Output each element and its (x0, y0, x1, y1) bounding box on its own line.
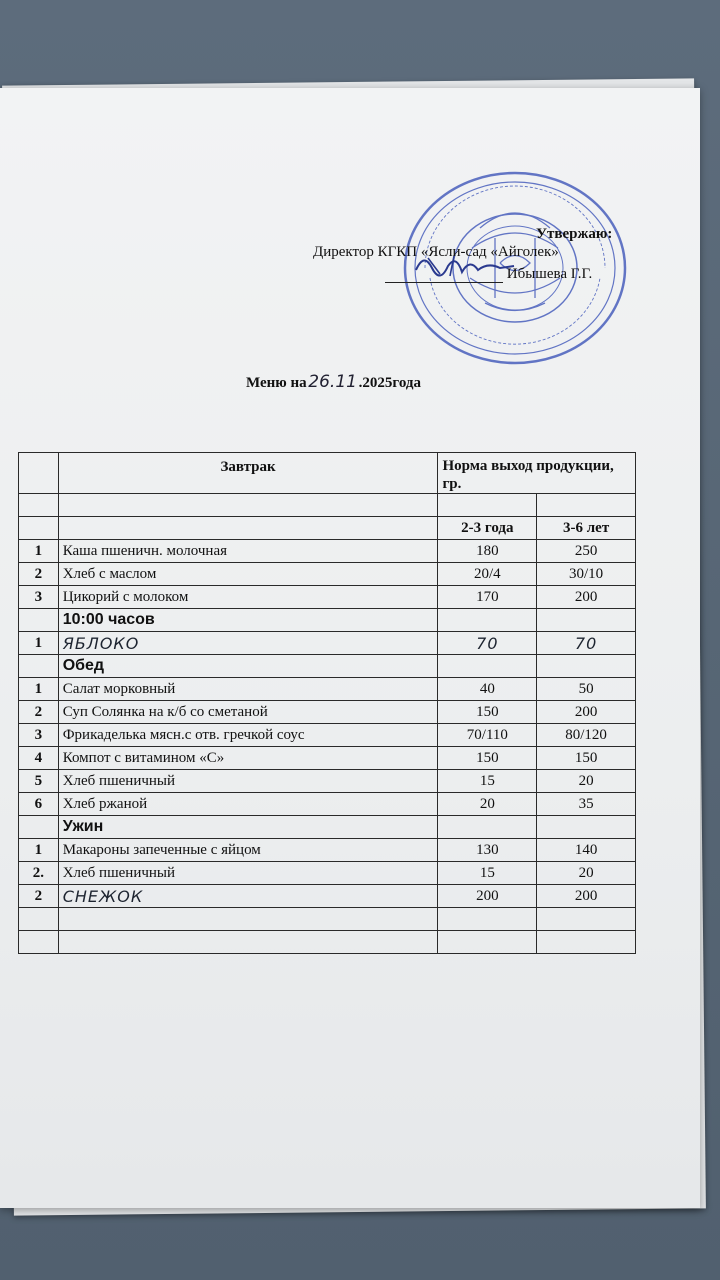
empty-cell (19, 908, 59, 931)
qty-2-3: 70/110 (438, 724, 537, 747)
table-row (19, 793, 636, 816)
section-empty-cell (537, 609, 636, 632)
table-row (19, 586, 636, 609)
age-2-3: 2-3 года (438, 517, 537, 540)
qty-2-3: 200 (438, 885, 537, 908)
dish-name-handwritten: ЯБЛОКО (58, 632, 438, 655)
row-num: 4 (19, 747, 59, 770)
qty-3-6: 20 (537, 770, 636, 793)
qty-2-3: 20 (438, 793, 537, 816)
section-empty-cell (537, 655, 636, 678)
qty-3-6: 150 (537, 747, 636, 770)
qty-3-6: 200 (537, 586, 636, 609)
qty-3-6: 80/120 (537, 724, 636, 747)
row-num: 1 (19, 839, 59, 862)
section-num-cell (19, 655, 59, 678)
dish-name: Фрикаделька мясн.с отв. гречкой соус (58, 724, 438, 747)
qty-3-6: 200 (537, 885, 636, 908)
section-title-lunch: Обед (58, 655, 438, 678)
table-header-row (19, 453, 636, 494)
qty-2-3: 150 (438, 701, 537, 724)
qty-2-3: 130 (438, 839, 537, 862)
menu-title-suffix: .2025года (358, 375, 421, 391)
table-row (19, 563, 636, 586)
handwritten-signature (410, 248, 520, 282)
table-row (19, 862, 636, 885)
qty-3-6: 50 (537, 678, 636, 701)
spacer-cell (537, 494, 636, 517)
dish-name-handwritten: СНЕЖОК (58, 885, 438, 908)
dish-name: Хлеб пшеничный (58, 770, 438, 793)
qty-3-6: 250 (537, 540, 636, 563)
approval-title: Утвержаю: (536, 226, 613, 242)
qty-3-6: 200 (537, 701, 636, 724)
qty-2-3: 15 (438, 862, 537, 885)
age-header-row (19, 517, 636, 540)
table-row (19, 724, 636, 747)
section-num-cell (19, 609, 59, 632)
table-row (19, 770, 636, 793)
row-num: 6 (19, 793, 59, 816)
qty-2-3: 20/4 (438, 563, 537, 586)
empty-cell (19, 931, 59, 954)
section-title-snack: 10:00 часов (58, 609, 438, 632)
empty-cell (58, 908, 438, 931)
dish-name: Компот с витамином «С» (58, 747, 438, 770)
row-num: 2 (19, 885, 59, 908)
director-line: Директор КГКП «Ясли-сад «Айголек» (313, 244, 559, 260)
empty-cell (537, 931, 636, 954)
dish-name: Хлеб с маслом (58, 563, 438, 586)
row-num: 2 (19, 701, 59, 724)
qty-3-6: 70 (537, 632, 636, 655)
row-num: 5 (19, 770, 59, 793)
qty-2-3: 15 (438, 770, 537, 793)
dish-name: Хлеб ржаной (58, 793, 438, 816)
section-empty-cell (438, 816, 537, 839)
dish-name: Салат морковный (58, 678, 438, 701)
signer-name: Ибышева Г.Г. (506, 266, 593, 282)
row-num: 1 (19, 540, 59, 563)
spacer-cell (19, 494, 59, 517)
menu-table (18, 452, 636, 954)
section-row-dinner (19, 816, 636, 839)
table-row (19, 678, 636, 701)
dish-name: Суп Солянка на к/б со сметаной (58, 701, 438, 724)
table-row (19, 885, 636, 908)
section-row-lunch (19, 655, 636, 678)
row-num: 1 (19, 632, 59, 655)
empty-row (19, 931, 636, 954)
empty-row (19, 908, 636, 931)
section-title-dinner: Ужин (58, 816, 438, 839)
row-num: 2. (19, 862, 59, 885)
section-row-snack (19, 609, 636, 632)
row-num: 3 (19, 586, 59, 609)
empty-cell (537, 908, 636, 931)
table-row (19, 747, 636, 770)
qty-2-3: 170 (438, 586, 537, 609)
qty-2-3: 40 (438, 678, 537, 701)
qty-2-3: 180 (438, 540, 537, 563)
table-row (19, 701, 636, 724)
qty-2-3: 150 (438, 747, 537, 770)
menu-date-handwritten: 26.11 (308, 372, 357, 392)
header-spacer-row (19, 494, 636, 517)
section-num-cell (19, 816, 59, 839)
section-empty-cell (438, 655, 537, 678)
dish-name: Макароны запеченные с яйцом (58, 839, 438, 862)
spacer-cell (58, 494, 438, 517)
table-row (19, 632, 636, 655)
empty-cell (438, 908, 537, 931)
header-num-cell (19, 453, 59, 494)
qty-3-6: 140 (537, 839, 636, 862)
age-empty-cell (58, 517, 438, 540)
section-empty-cell (537, 816, 636, 839)
empty-cell (438, 931, 537, 954)
qty-2-3: 70 (438, 632, 537, 655)
qty-3-6: 35 (537, 793, 636, 816)
dish-name: Каша пшеничн. молочная (58, 540, 438, 563)
row-num: 1 (19, 678, 59, 701)
row-num: 2 (19, 563, 59, 586)
dish-name: Цикорий с молоком (58, 586, 438, 609)
age-empty-cell (19, 517, 59, 540)
menu-title-prefix: Меню на (246, 375, 307, 391)
age-3-6: 3-6 лет (537, 517, 636, 540)
dish-name: Хлеб пшеничный (58, 862, 438, 885)
empty-cell (58, 931, 438, 954)
section-empty-cell (438, 609, 537, 632)
header-breakfast: Завтрак (58, 453, 438, 494)
table-row (19, 839, 636, 862)
spacer-cell (438, 494, 537, 517)
header-norm: Норма выход продукции, гр. (438, 453, 636, 494)
qty-3-6: 30/10 (537, 563, 636, 586)
qty-3-6: 20 (537, 862, 636, 885)
row-num: 3 (19, 724, 59, 747)
menu-title (246, 372, 421, 392)
table-row (19, 540, 636, 563)
